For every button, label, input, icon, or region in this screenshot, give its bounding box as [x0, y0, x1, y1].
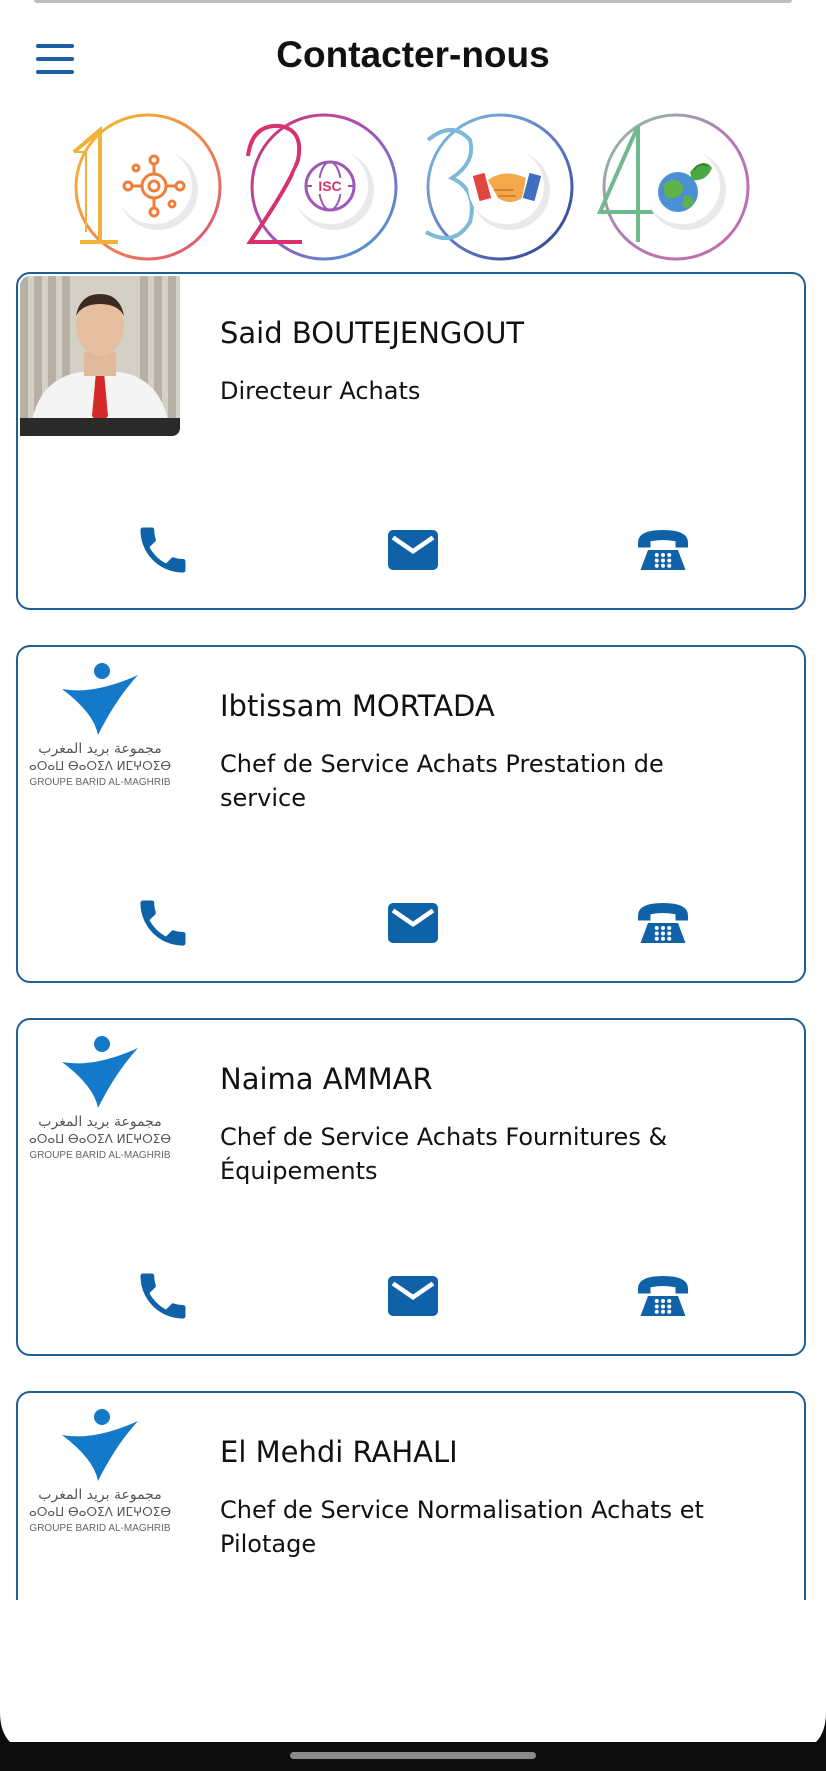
svg-text:مجموعة بريد المغرب: مجموعة بريد المغرب	[38, 741, 162, 757]
pillar-2	[242, 112, 402, 262]
handshake-icon	[473, 173, 541, 202]
contact-card	[16, 272, 806, 610]
home-indicator[interactable]	[290, 1752, 536, 1759]
svg-text:مجموعة بريد المغرب: مجموعة بريد المغرب	[38, 1114, 162, 1130]
phone-icon[interactable]	[130, 1266, 196, 1326]
pillar-1	[66, 112, 226, 262]
contact-role: Chef de Service Normalisation Achats et Pilotage	[220, 1496, 704, 1558]
contact-list[interactable]	[16, 272, 810, 1600]
phone-icon[interactable]	[130, 893, 196, 953]
pillar-4	[594, 112, 754, 262]
svg-text:ⴰⵔⴰⵡ ⴱⴰⵔⵉⴷ ⵍⵎⵖⵔⵉⴱ: ⴰⵔⴰⵡ ⴱⴰⵔⵉⴷ ⵍⵎⵖⵔⵉⴱ	[28, 1132, 172, 1146]
contact-name: Naima AMMAR	[220, 1062, 433, 1096]
contact-name: El Mehdi RAHALI	[220, 1435, 458, 1469]
svg-text:مجموعة بريد المغرب: مجموعة بريد المغرب	[38, 1487, 162, 1503]
contact-card	[16, 645, 806, 983]
contact-card	[16, 1391, 806, 1600]
landline-telephone-icon[interactable]	[630, 520, 696, 580]
svg-text:GROUPE BARID AL-MAGHRIB: GROUPE BARID AL-MAGHRIB	[29, 1523, 171, 1534]
organization-logo	[20, 649, 180, 809]
svg-text:ⴰⵔⴰⵡ ⴱⴰⵔⵉⴷ ⵍⵎⵖⵔⵉⴱ: ⴰⵔⴰⵡ ⴱⴰⵔⵉⴷ ⵍⵎⵖⵔⵉⴱ	[28, 759, 172, 773]
landline-telephone-icon[interactable]	[630, 893, 696, 953]
contact-name: Said BOUTEJENGOUT	[220, 316, 525, 350]
contact-actions	[18, 520, 804, 580]
contact-actions	[18, 1266, 804, 1326]
page-title: Contacter-nous	[276, 34, 550, 75]
phone-icon[interactable]	[130, 520, 196, 580]
contact-role: Directeur Achats	[220, 377, 421, 405]
pillar-3	[418, 112, 578, 262]
organization-logo	[20, 1395, 180, 1555]
contact-role: Chef de Service Achats Prestation de service	[220, 750, 664, 812]
organization-logo	[20, 1022, 180, 1182]
svg-text:GROUPE BARID AL-MAGHRIB: GROUPE BARID AL-MAGHRIB	[29, 777, 171, 788]
contact-role: Chef de Service Achats Fournitures & Équipements	[220, 1123, 668, 1185]
svg-text:ISC: ISC	[318, 178, 342, 194]
contact-actions	[18, 893, 804, 953]
contact-photo	[20, 276, 180, 436]
email-icon[interactable]	[380, 1266, 446, 1326]
landline-telephone-icon[interactable]	[630, 1266, 696, 1326]
svg-text:ⴰⵔⴰⵡ ⴱⴰⵔⵉⴷ ⵍⵎⵖⵔⵉⴱ: ⴰⵔⴰⵡ ⴱⴰⵔⵉⴷ ⵍⵎⵖⵔⵉⴱ	[28, 1505, 172, 1519]
contact-name: Ibtissam MORTADA	[220, 689, 495, 723]
email-icon[interactable]	[380, 520, 446, 580]
svg-text:GROUPE BARID AL-MAGHRIB: GROUPE BARID AL-MAGHRIB	[29, 1150, 171, 1161]
email-icon[interactable]	[380, 893, 446, 953]
contact-card	[16, 1018, 806, 1356]
pillars-banner	[66, 112, 766, 262]
app-header	[0, 0, 826, 110]
